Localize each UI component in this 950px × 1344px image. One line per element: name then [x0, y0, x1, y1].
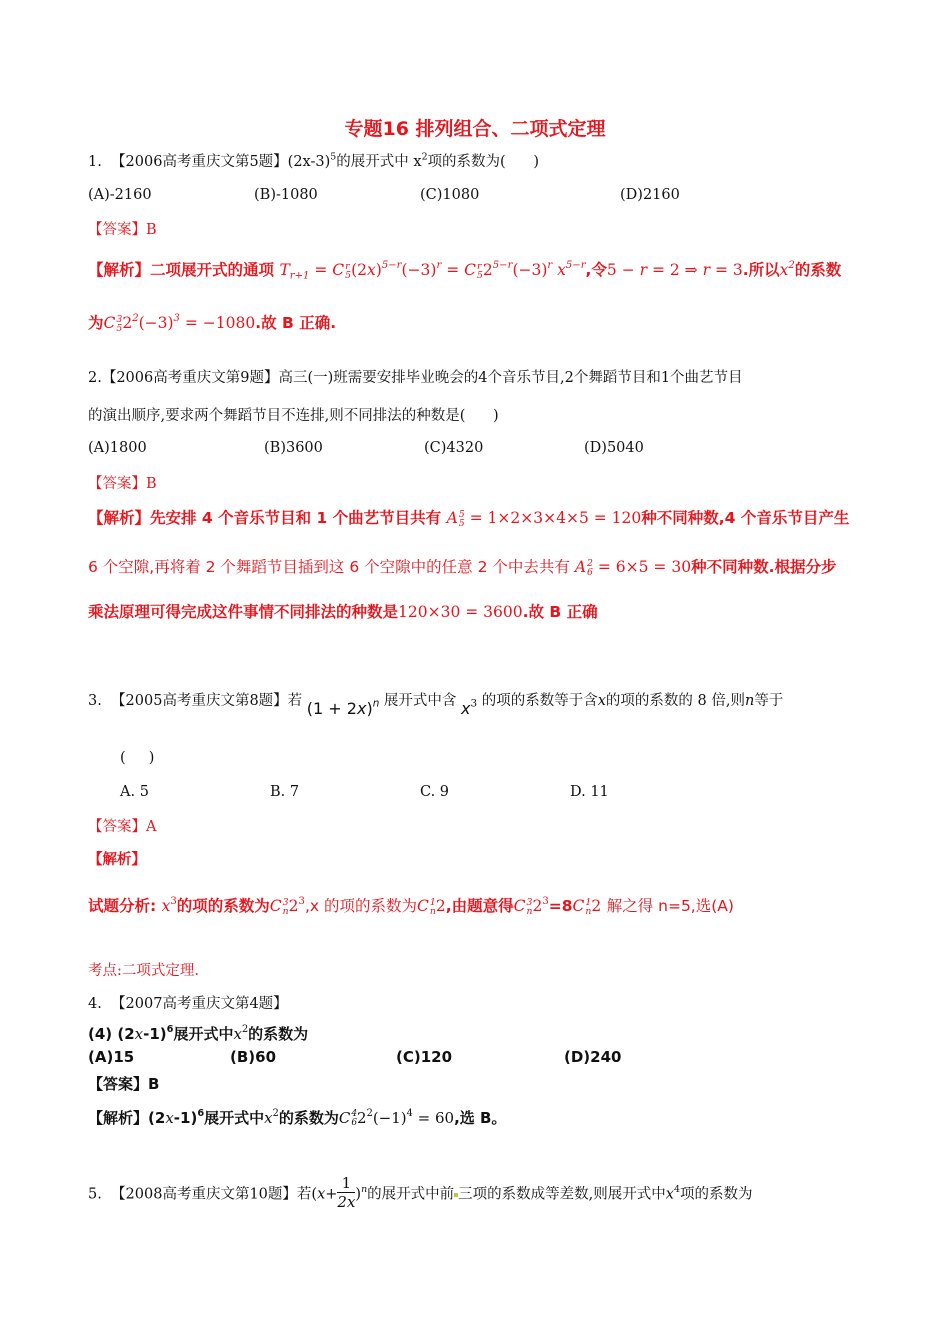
formula-arrangement-6: A 2 6 = 6×5 = 30 — [574, 557, 692, 578]
formula-solve-r: 5 − r = 2 ⇒ r = 3 — [606, 261, 743, 279]
formula-x-squared: $x^2$ — [779, 259, 795, 279]
option-b: (B)-1080 — [254, 187, 318, 203]
question-4-answer: 【答案】B — [88, 1075, 160, 1093]
question-1-analysis-cont: 为C 3 5 $2^2(-3)^3 = -1080$.故 B 正确. — [88, 312, 337, 334]
formula-q4-coefficient: C 4 6 $2^2(-1)^4 = 60$ — [338, 1108, 455, 1128]
option-d: (D)240 — [564, 1048, 622, 1066]
option-c: (C)1080 — [420, 187, 480, 203]
formula-arrangement-5: A 5 5 = 1×2×3×4×5 = 120 — [446, 508, 642, 529]
option-b: B. 7 — [270, 784, 300, 800]
question-3-answer-blank: ( ) — [120, 750, 155, 766]
fraction-one-over-2x: $\frac{1}{2x}$ — [337, 1174, 356, 1211]
formula-c-n-3-eq: C 3 n $2^3$ — [513, 895, 549, 917]
option-d: (D)5040 — [584, 440, 644, 456]
question-1-stem: 1. 【2006高考重庆文第5题】$(2x-3)^5$的展开式中 $x^2$项的系数为( ) — [88, 151, 540, 170]
formula-coefficient: C 3 5 $2^2(-3)^3 = -1080$ — [103, 312, 256, 334]
option-b: (B)60 — [230, 1048, 277, 1066]
formula-binomial: $(1 + 2x)^n$ — [306, 697, 380, 718]
question-5-stem: 5. 【2008高考重庆文第10题】若(x+ $\frac{1}{2x}$ )$^n$的展开式中前 三项的系数成等差数,则展开式中$x^4$项的系数为 — [88, 1174, 753, 1211]
option-b: (B)3600 — [264, 440, 323, 456]
formula-c-n-1: C 1 n 2 — [416, 896, 446, 917]
question-2-stem-line-1: 2.【2006高考重庆文第9题】高三(一)班需要安排毕业晚会的4个音乐节目,2个舞蹈节目和1个曲艺节目 — [88, 370, 743, 386]
question-2-analysis-line-2: 6 个空隙,再将着 2 个舞蹈节目插到这 6 个空隙中的任意 2 个中去共有 A 2 6 = 6×5 = 30种不同种数.根据分步 — [88, 557, 837, 578]
question-1-analysis: 【解析】二项展开式的通项 $T_{r+1} = C$ r 5 $(2x)^{5-r}(-3)^r = C$ r 5 $2^{5-r}(-3)^r$ $x^{5-r}$,令5 − r = 2 ⇒ r = 3.所以$x^2$的系数 — [88, 259, 842, 282]
question-2-analysis-line-1: 【解析】先安排 4 个音乐节目和 1 个曲艺节目共有 A 5 5 = 1×2×3×4×5 = 120种不同种数,4 个音乐节目产生 — [88, 508, 850, 529]
question-4-options — [88, 1048, 888, 1068]
question-3-answer: 【答案】A — [88, 819, 157, 835]
page-title: 专题16 排列组合、二项式定理 — [344, 118, 606, 140]
question-2-options — [88, 440, 888, 460]
question-3-stem: 3. 【2005高考重庆文第8题】若 $(1 + 2x)^n$ 展开式中含 $x^3$ 的项的系数等于含x的项的系数的 8 倍,则n等于 — [88, 693, 784, 718]
question-3-options — [120, 784, 920, 804]
question-3-analysis: 试题分析: $x^3$的项的系数为C 3 n $2^3,x$ 的项的系数为C 1 n 2,由题意得C 3 n $2^3=8C$ 1 n 2 解之得 n=5,选(A) — [88, 895, 734, 917]
formula-x-squared: $x^2$ — [233, 1024, 249, 1043]
question-4-stem: 4. 【2007高考重庆文第4题】 — [88, 996, 288, 1012]
question-2-stem-line-2: 的演出顺序,要求两个舞蹈节目不连排,则不同排法的种数是( ) — [88, 408, 499, 424]
question-3-analysis-label: 【解析】 — [88, 852, 146, 868]
formula-product: 120×30 = 3600 — [398, 603, 523, 621]
question-4-analysis: 【解析】$(2x-1)^6$展开式中$x^2$的系数为C 4 6 $2^2(-1)^4 = 60$,选 B。 — [88, 1108, 507, 1128]
formula-c-n-3: C 3 n $2^3$ — [269, 895, 305, 917]
option-a: (A)-2160 — [88, 187, 152, 203]
question-2-analysis-line-3: 乘法原理可得完成这件事情不同排法的种数是120×30 = 3600.故 B 正确 — [88, 603, 598, 621]
option-a: (A)15 — [88, 1048, 135, 1066]
option-c: (C)120 — [396, 1048, 453, 1066]
formula-x-cubed: $x^3$ — [461, 697, 478, 718]
question-3-point: 考点:二项式定理. — [88, 963, 199, 979]
option-d: D. 11 — [570, 784, 609, 800]
formula-general-term: $T_{r+1} = C$ r 5 $(2x)^{5-r}(-3)^r = C$ r 5 $2^{5-r}(-3)^r$ $x^{5-r}$ — [279, 259, 586, 282]
question-4-subquestion: (4) $(2x-1)^6$展开式中$x^2$的系数为 — [88, 1024, 309, 1043]
formula-x-cubed-red: $x^3$ — [161, 895, 177, 915]
formula-c-n-1-eq: C 1 n 2 — [572, 896, 602, 917]
option-d: (D)2160 — [620, 187, 680, 203]
option-a: (A)1800 — [88, 440, 147, 456]
question-1-options — [88, 187, 888, 207]
question-1-answer: 【答案】B — [88, 222, 157, 238]
option-a: A. 5 — [120, 784, 149, 800]
option-c: (C)4320 — [424, 440, 484, 456]
option-c: C. 9 — [420, 784, 450, 800]
question-2-answer: 【答案】B — [88, 476, 157, 492]
